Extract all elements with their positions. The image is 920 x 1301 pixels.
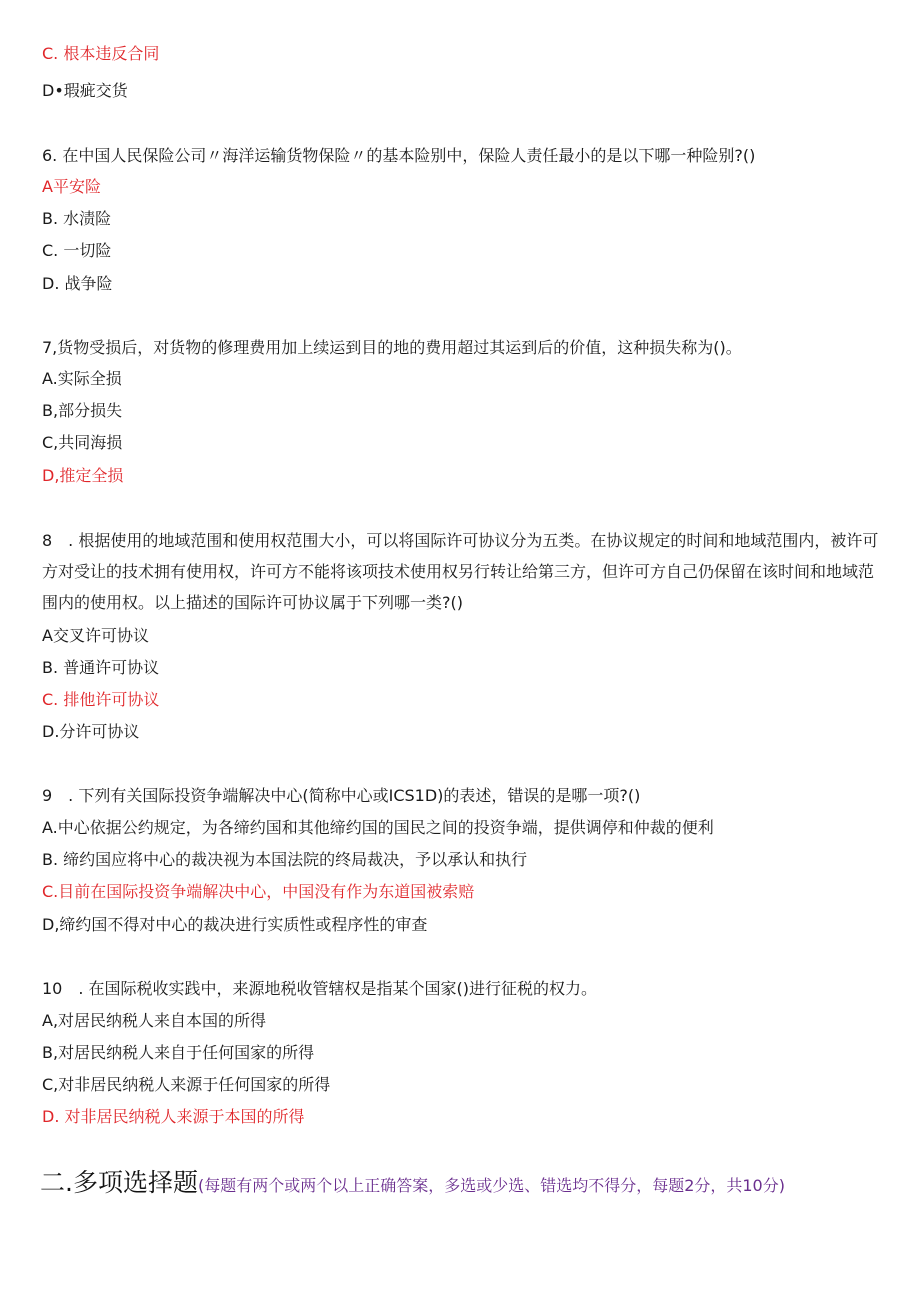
q10-option-a: A,对居民纳税人来自本国的所得 <box>42 1011 267 1030</box>
q8-option-b: B. 普通许可协议 <box>42 658 160 677</box>
q9-question: 9 . 下列有关国际投资争端解决中心(简称中心或ICS1D)的表述，错误的是哪一项?() <box>42 786 641 805</box>
q6-option-d: D. 战争险 <box>42 274 113 293</box>
q10-question: 10 . 在国际税收实践中，来源地税收管辖权是指某个国家()进行征税的权力。 <box>42 979 598 998</box>
q10-option-c: C,对非居民纳税人来源于任何国家的所得 <box>42 1075 331 1094</box>
section-title: 二.多项选择题 <box>40 1168 198 1197</box>
q6-option-c: C. 一切险 <box>42 241 112 260</box>
q9-option-b: B. 缔约国应将中心的裁决视为本国法院的终局裁决，予以承认和执行 <box>42 850 528 869</box>
q9-option-c: C.目前在国际投资争端解决中心，中国没有作为东道国被索赔 <box>42 882 475 901</box>
q7-option-a: A.实际全损 <box>42 369 122 388</box>
q8-option-c: C. 排他许可协议 <box>42 690 160 709</box>
q5-option-d: D•瑕疵交货 <box>42 81 128 100</box>
q10-option-d: D. 对非居民纳税人来源于本国的所得 <box>42 1107 305 1126</box>
q6-option-b: B. 水渍险 <box>42 209 112 228</box>
q10-option-b: B,对居民纳税人来自于任何国家的所得 <box>42 1043 315 1062</box>
q8-option-d: D.分许可协议 <box>42 722 140 741</box>
section-note: (每题有两个或两个以上正确答案，多选或少选、错选均不得分，每题2分，共10分) <box>197 1176 785 1195</box>
q7-question: 7,货物受损后，对货物的修理费用加上续运到目的地的费用超过其运到后的价值，这种损失称为()。 <box>42 338 742 357</box>
section-heading <box>40 1163 785 1199</box>
q7-option-b: B,部分损失 <box>42 401 123 420</box>
q6-question: 6. 在中国人民保险公司〃海洋运输货物保险〃的基本险别中，保险人责任最小的是以下哪一种险别?() <box>42 146 756 165</box>
q7-option-c: C,共同海损 <box>42 433 123 452</box>
q8-question: 8 . 根据使用的地域范围和使用权范围大小，可以将国际许可协议分为五类。在协议规定的时间和地域范围内，被许可方对受让的技术拥有使用权，许可方不能将该项技术使用权另行转让给第三方，但许可方自己仍保留在该时间和地域范围内的使用权。以上描述的国际许可协议属于下列哪一类?() <box>42 531 879 612</box>
q9-option-a: A.中心依据公约规定，为各缔约国和其他缔约国的国民之间的投资争端，提供调停和仲裁的便利 <box>42 818 714 837</box>
q8-option-a: A交叉许可协议 <box>42 626 149 645</box>
q9-option-d: D,缔约国不得对中心的裁决进行实质性或程序性的审查 <box>42 915 428 934</box>
q7-option-d: D,推定全损 <box>42 466 124 485</box>
q5-option-c: C. 根本违反合同 <box>42 44 160 63</box>
q6-option-a: A平安险 <box>42 177 101 196</box>
